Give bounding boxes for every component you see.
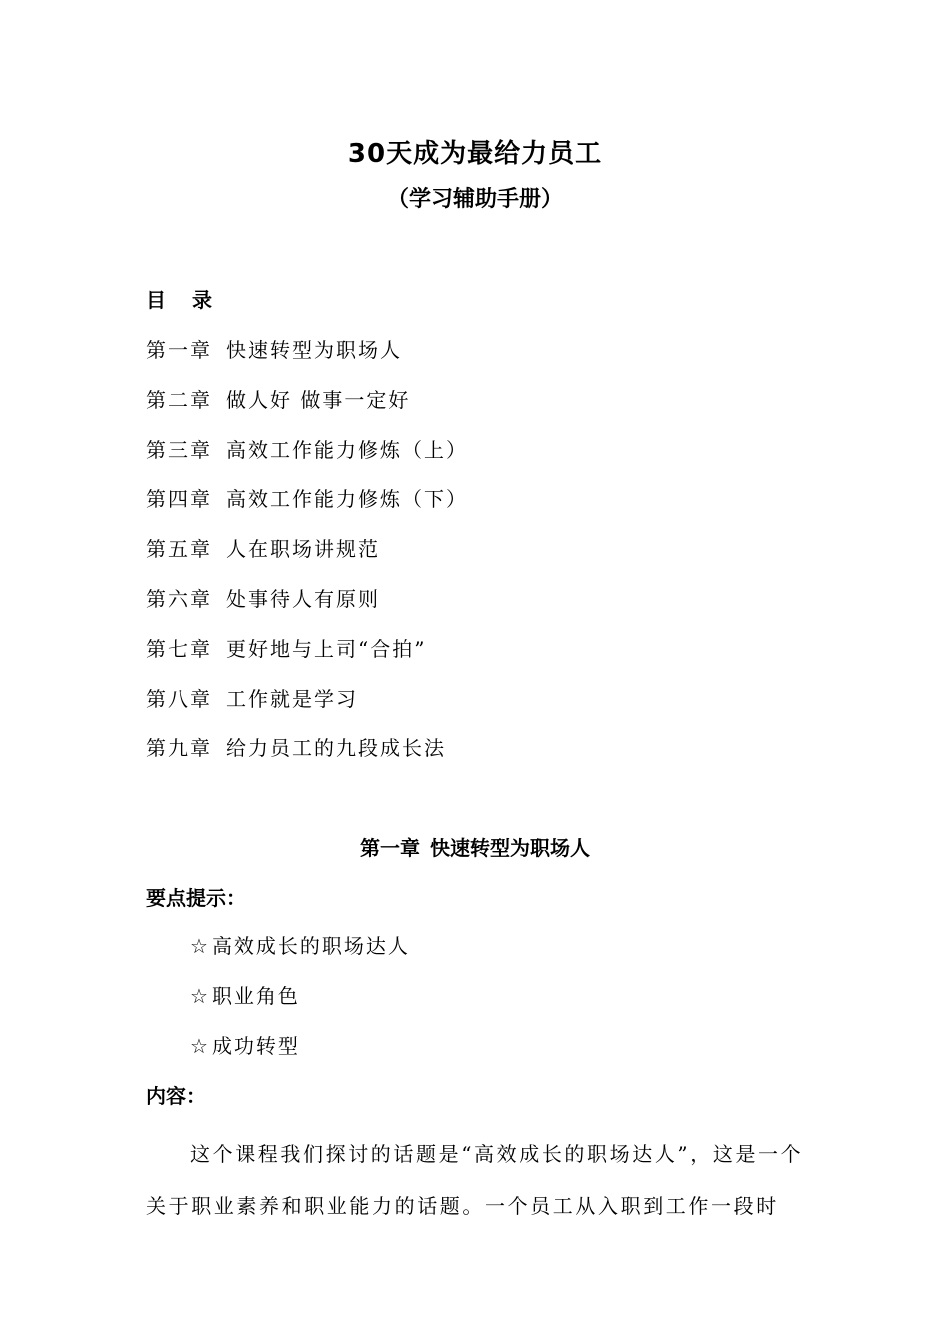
toc-item — [146, 485, 468, 535]
body-paragraph: 这个课程我们探讨的话题是“高效成长的职场达人”，这是一个关于职业素养和职业能力的话题。一个员工从入职到工作一段时 — [146, 1142, 804, 1218]
key-point — [190, 982, 410, 1032]
toc-item — [146, 386, 468, 436]
toc-item — [146, 535, 468, 585]
toc-item — [146, 635, 468, 685]
toc-item-number: 第七章 — [146, 636, 212, 661]
toc-heading-part2: 录 — [192, 288, 212, 312]
toc-item-number: 第三章 — [146, 437, 212, 462]
key-point-text: 高效成长的职场达人 — [211, 934, 410, 958]
table-of-contents — [146, 336, 468, 784]
chapter-number: 第一章 — [360, 836, 420, 860]
toc-item-number: 第五章 — [146, 537, 212, 562]
toc-item — [146, 734, 468, 784]
toc-item-title: 工作就是学习 — [226, 686, 358, 711]
toc-item — [146, 685, 468, 735]
key-points-list — [190, 932, 410, 1082]
toc-item-title: 处事待人有原则 — [226, 586, 380, 611]
star-icon: ☆ — [190, 934, 210, 958]
toc-item — [146, 436, 468, 486]
toc-item-title: 快速转型为职场人 — [226, 338, 402, 362]
toc-item-title: 做人好 做事一定好 — [226, 387, 411, 412]
toc-item-title: 给力员工的九段成长法 — [226, 736, 446, 761]
key-point-text: 成功转型 — [211, 1034, 300, 1058]
key-point-text: 职业角色 — [211, 984, 300, 1008]
toc-item — [146, 336, 468, 386]
chapter-heading — [0, 834, 950, 862]
toc-item-number: 第八章 — [146, 686, 212, 711]
toc-item-number: 第九章 — [146, 736, 212, 761]
toc-item-number: 第四章 — [146, 487, 212, 512]
document-subtitle: （学习辅助手册） — [386, 187, 563, 212]
toc-item — [146, 585, 468, 635]
toc-item-title: 高效工作能力修炼（上） — [226, 437, 468, 462]
key-point — [190, 1032, 410, 1082]
toc-item-number: 第六章 — [146, 586, 212, 611]
toc-item-number: 第一章 — [146, 338, 212, 362]
toc-item-title: 更好地与上司“合拍” — [226, 636, 427, 661]
key-point — [190, 932, 410, 982]
key-points-label: 要点提示： — [146, 886, 246, 910]
toc-heading — [146, 286, 212, 314]
toc-item-title: 人在职场讲规范 — [226, 537, 380, 562]
star-icon: ☆ — [190, 1034, 210, 1058]
toc-heading-part1: 目 — [146, 288, 166, 312]
content-label: 内容： — [146, 1084, 206, 1108]
toc-item-number: 第二章 — [146, 387, 212, 412]
toc-item-title: 高效工作能力修炼（下） — [226, 487, 468, 512]
document-title: 30天成为最给力员工 — [347, 139, 603, 169]
chapter-title: 快速转型为职场人 — [430, 836, 590, 860]
star-icon: ☆ — [190, 984, 210, 1008]
